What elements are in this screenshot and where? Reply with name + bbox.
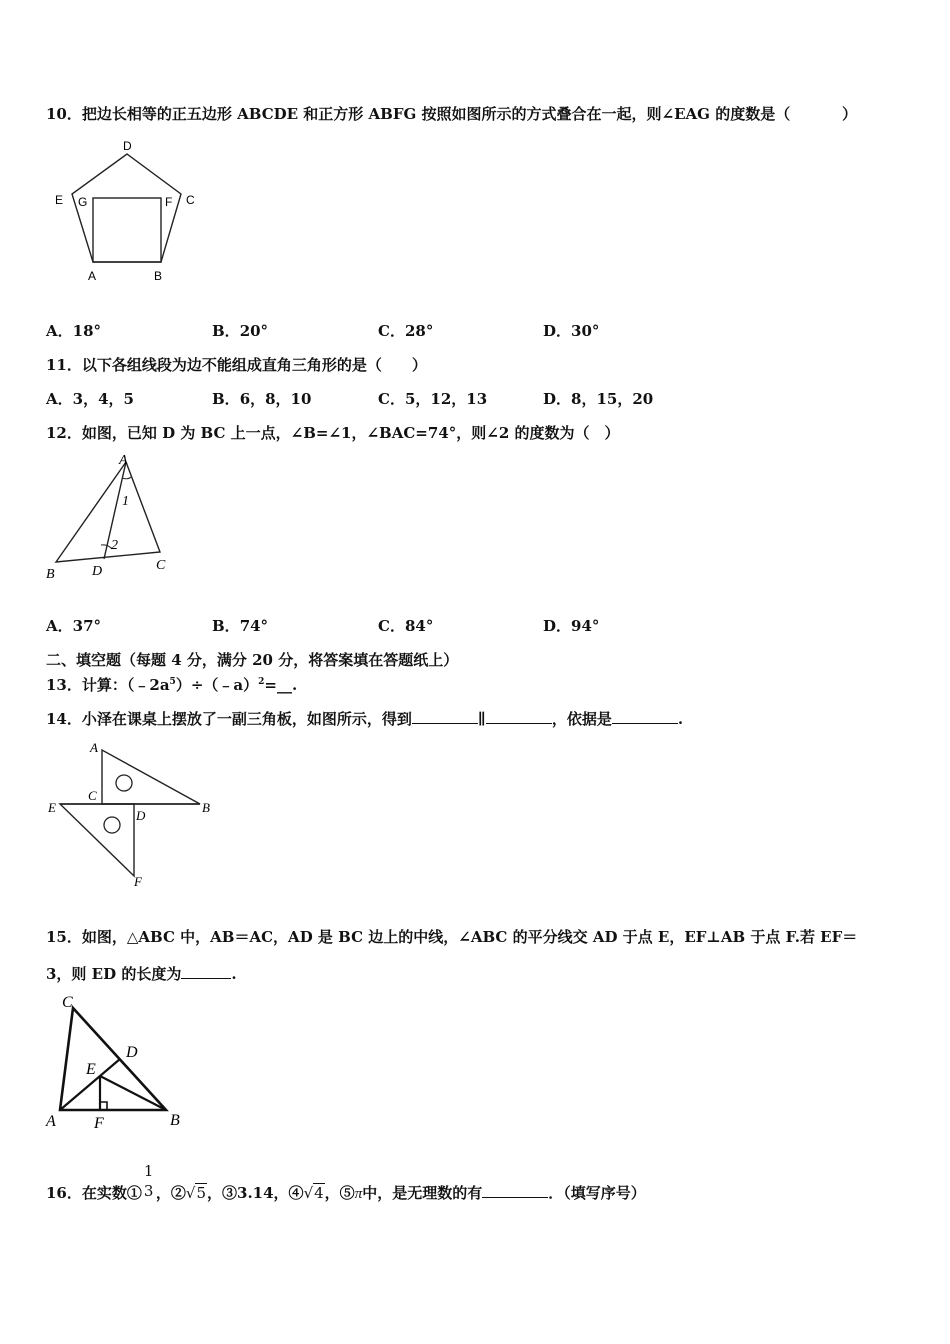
set-square-bottom-hole xyxy=(104,817,120,833)
label-C: C xyxy=(156,558,166,573)
set-square-bottom xyxy=(60,804,134,876)
q12-option-b[interactable] xyxy=(212,615,268,636)
label-G: G xyxy=(78,195,88,209)
triangle-abc xyxy=(56,462,160,562)
q14-figure-set-squares xyxy=(42,738,222,890)
q12-number: 12． xyxy=(46,424,82,442)
q15-text-line2: 3，则 ED 的长度为 xyxy=(46,965,182,983)
label-A: A xyxy=(90,740,98,755)
q10-text: 把边长相等的正五边形 ABCDE 和正方形 ABFG 按照如图所示的方式叠合在一起，则∠EAG 的度数是（ xyxy=(81,105,791,123)
radicand: 5 xyxy=(196,1184,207,1202)
q10-option-b[interactable] xyxy=(212,320,268,341)
label-A: A xyxy=(88,269,97,283)
q15-blank[interactable] xyxy=(181,964,231,979)
q13-stem xyxy=(46,674,297,695)
option-letter: D． xyxy=(543,322,572,340)
label-F: F xyxy=(94,1115,104,1132)
option-value: 8，15，20 xyxy=(571,390,654,408)
label-angle-1: 1 xyxy=(122,494,129,509)
set-square-top xyxy=(102,750,200,804)
option-value: 37° xyxy=(72,617,102,635)
q14-parallel-symbol: ∥ xyxy=(477,710,486,728)
q10-option-a[interactable] xyxy=(46,320,101,341)
label-E: E xyxy=(86,1061,96,1078)
option-letter: C． xyxy=(378,617,405,635)
q11-stem xyxy=(46,354,427,375)
option-letter: D． xyxy=(543,390,572,408)
q16-text-b: 中，是无理数的有 xyxy=(362,1184,483,1202)
q10-close-paren: ） xyxy=(842,105,858,123)
label-E: E xyxy=(55,193,64,207)
q11-number: 11． xyxy=(46,356,82,374)
q12-option-d[interactable] xyxy=(543,615,599,636)
label-A: A xyxy=(119,453,128,468)
option-letter: C． xyxy=(378,390,405,408)
option-letter: B． xyxy=(212,322,240,340)
label-D: D xyxy=(92,564,103,579)
q10-number: 10． xyxy=(46,105,82,123)
q16-stem xyxy=(46,1162,646,1203)
label-B: B xyxy=(202,800,210,815)
square-shape xyxy=(93,198,161,262)
q14-text-a: 小泽在课桌上摆放了一副三角板，如图所示，得到 xyxy=(81,710,412,728)
q14-end: . xyxy=(677,710,684,728)
q16-blank[interactable] xyxy=(482,1183,548,1198)
triangle-abc xyxy=(60,1008,166,1110)
option-value: 20° xyxy=(239,322,269,340)
radicand: 4 xyxy=(314,1184,324,1202)
q16-sqrt-5: √5 xyxy=(185,1184,207,1202)
q14-blank-3[interactable] xyxy=(612,709,678,724)
q11-option-c[interactable] xyxy=(378,388,487,409)
q15-text-line1: 如图，△ABC 中，AB＝AC，AD 是 BC 边上的中线，∠ABC 的平分线交 AD 于点 E，EF⊥AB 于点 F.若 EF＝ xyxy=(81,928,858,946)
q12-stem xyxy=(46,422,619,443)
q12-option-c[interactable] xyxy=(378,615,433,636)
label-A: A xyxy=(46,1113,56,1130)
option-letter: D． xyxy=(543,617,572,635)
label-C: C xyxy=(62,994,73,1011)
option-letter: C． xyxy=(378,322,405,340)
q11-option-a[interactable] xyxy=(46,388,134,409)
q12-figure-triangle xyxy=(42,448,182,583)
option-letter: B． xyxy=(212,390,240,408)
fraction-numerator: 1 xyxy=(143,1162,154,1180)
q12-option-a[interactable] xyxy=(46,615,101,636)
q16-fraction xyxy=(142,1162,156,1200)
q16-item-3: ，③3.14，④ xyxy=(207,1184,304,1202)
q14-stem xyxy=(46,708,683,729)
label-B: B xyxy=(154,269,163,283)
label-B: B xyxy=(46,567,55,582)
q10-stem xyxy=(46,103,790,124)
q16-item-5: ，⑤ xyxy=(324,1184,355,1202)
q10-option-c[interactable] xyxy=(378,320,433,341)
q13-exponent-2: 2 xyxy=(258,677,265,687)
option-value: 28° xyxy=(404,322,434,340)
q14-number: 14． xyxy=(46,710,82,728)
option-value: 84° xyxy=(404,617,434,635)
label-F: F xyxy=(165,195,173,209)
q12-text: 如图，已知 D 为 BC 上一点，∠B=∠1，∠BAC=74°，则∠2 的度数为（ ） xyxy=(81,424,620,442)
q16-sep-2: ，② xyxy=(155,1184,186,1202)
fraction-denominator: 3 xyxy=(143,1182,154,1200)
q13-text-c: =__. xyxy=(264,676,298,694)
q11-option-d[interactable] xyxy=(543,388,653,409)
option-letter: A． xyxy=(46,617,73,635)
q11-option-b[interactable] xyxy=(212,388,311,409)
option-letter: A． xyxy=(46,390,73,408)
q13-text-a: 计算：（﹣2a xyxy=(81,676,170,694)
q15-figure-triangle xyxy=(40,988,200,1133)
option-value: 3，4，5 xyxy=(72,390,134,408)
option-value: 30° xyxy=(571,322,600,340)
q15-number: 15． xyxy=(46,928,82,946)
q15-stem-line1 xyxy=(46,926,857,947)
q10-option-d[interactable] xyxy=(543,320,599,341)
label-D: D xyxy=(123,139,132,153)
q16-text-a: 在实数① xyxy=(81,1184,142,1202)
q13-exponent-1: 5 xyxy=(169,677,176,687)
q15-end: . xyxy=(231,965,237,983)
q16-number: 16． xyxy=(46,1184,82,1202)
q14-blank-1[interactable] xyxy=(412,709,478,724)
q11-text: 以下各组线段为边不能组成直角三角形的是（ ） xyxy=(81,356,427,374)
label-C: C xyxy=(88,788,97,803)
section-2-title: 二、填空题（每题 4 分，满分 20 分，将答案填在答题纸上） xyxy=(46,651,459,669)
q16-pi: π xyxy=(354,1186,363,1202)
option-value: 74° xyxy=(239,617,269,635)
option-value: 6，8，10 xyxy=(239,390,312,408)
q16-sqrt-4: √4 xyxy=(303,1184,324,1202)
q15-stem-line2 xyxy=(46,963,237,984)
label-D: D xyxy=(136,808,146,823)
label-angle-2: 2 xyxy=(111,538,118,553)
q10-figure-pentagon-square xyxy=(50,138,200,283)
option-letter: A． xyxy=(46,322,73,340)
q14-blank-2[interactable] xyxy=(486,709,552,724)
set-square-top-hole xyxy=(116,775,132,791)
angle-1-arc xyxy=(122,477,131,479)
option-value: 18° xyxy=(72,322,102,340)
option-value: 94° xyxy=(571,617,600,635)
q14-text-b: ，依据是 xyxy=(551,710,612,728)
label-F: F xyxy=(134,874,142,889)
option-letter: B． xyxy=(212,617,240,635)
bisector-be xyxy=(100,1076,166,1110)
q13-text-b: ）÷（﹣a） xyxy=(175,676,259,694)
label-B: B xyxy=(170,1112,180,1129)
option-value: 5，12，13 xyxy=(404,390,488,408)
label-E: E xyxy=(48,800,56,815)
label-C: C xyxy=(186,193,195,207)
label-D: D xyxy=(126,1044,138,1061)
q16-end: ．（填写序号） xyxy=(548,1184,646,1202)
q13-number: 13． xyxy=(46,676,82,694)
